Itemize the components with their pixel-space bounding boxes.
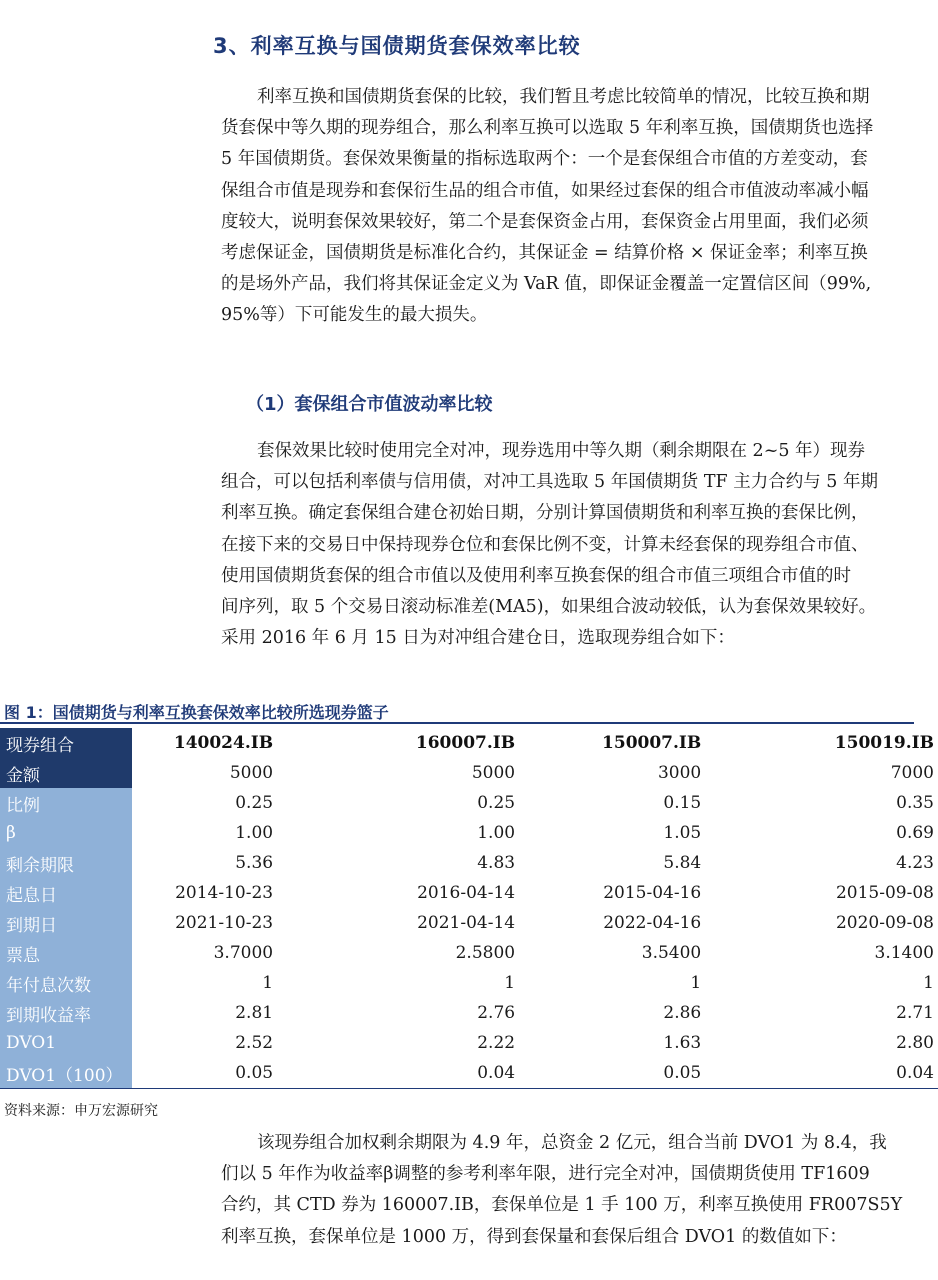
table-column-header: 140024.IB	[173, 733, 274, 753]
table-cell: 2.52	[235, 1033, 274, 1053]
source-note: 资料来源：申万宏源研究	[4, 1103, 158, 1119]
table-column-header: 160007.IB	[415, 733, 516, 753]
table-cell: 2.71	[896, 1003, 934, 1023]
result-paragraph	[221, 1128, 933, 1253]
table-cell: 0.04	[277, 1058, 519, 1089]
row-label: DVO1（100）	[0, 1058, 132, 1089]
paragraph-line: 使用国债期货套保的组合市值以及使用利率互换套保的组合市值三项组合市值的时	[221, 565, 851, 586]
table-cell: 5.84	[663, 853, 702, 873]
row-label: 比例	[0, 788, 132, 818]
table-row	[0, 908, 938, 938]
table-row	[0, 998, 938, 1028]
paragraph-line: 合约，其 CTD 券为 160007.IB，套保单位是 1 手 100 万，利率互换使用 FR007S5Y	[221, 1195, 903, 1216]
row-label: 起息日	[0, 878, 132, 908]
paragraph-line: 该现券组合加权剩余期限为 4.9 年，总资金 2 亿元，组合当前 DVO1 为 8.4，我	[257, 1133, 887, 1153]
table-cell: 2021-04-14	[417, 913, 516, 933]
table-cell: 0.05	[132, 1058, 277, 1089]
table-cell: 1	[690, 973, 702, 993]
bond-basket-table	[0, 728, 938, 1089]
table-cell: 1.63	[663, 1033, 702, 1053]
row-label: 票息	[0, 938, 132, 968]
table-cell: 2015-09-08	[835, 883, 934, 903]
paragraph-line: 95%等）下可能发生的最大损失。	[221, 305, 488, 326]
row-label: β	[0, 818, 132, 848]
table-cell: 1	[262, 973, 274, 993]
table-cell: 1.00	[477, 823, 516, 843]
table-cell: 7000	[890, 763, 934, 783]
method-paragraph	[221, 436, 933, 654]
table-cell: 3.5400	[641, 943, 702, 963]
table-cell: 2014-10-23	[175, 883, 274, 903]
table-cell: 3.1400	[874, 943, 934, 963]
paragraph-line: 组合，可以包括利率债与信用债，对冲工具选取 5 年国债期货 TF 主力合约与 5 年期	[221, 472, 878, 493]
table-cell: 0.25	[477, 793, 516, 813]
caption-rule	[0, 722, 914, 724]
paragraph-line: 们以 5 年作为收益率β调整的参考利率年限，进行完全对冲，国债期货使用 TF1609	[221, 1164, 870, 1185]
table-row	[0, 878, 938, 908]
table-cell: 4.23	[896, 853, 934, 873]
table-cell: 2.76	[477, 1003, 516, 1023]
paragraph-line: 利率互换，套保单位是 1000 万，得到套保量和套保后组合 DVO1 的数值如下：	[221, 1226, 847, 1247]
table-cell: 2015-04-16	[603, 883, 702, 903]
table-cell: 3.7000	[213, 943, 274, 963]
table-header-row	[0, 728, 938, 758]
table-cell: 1.00	[235, 823, 274, 843]
table-cell: 0.05	[519, 1058, 705, 1089]
paragraph-line: 5 年国债期货。套保效果衡量的指标选取两个：一个是套保组合市值的方差变动，套	[221, 149, 868, 170]
intro-paragraph	[221, 82, 933, 332]
subsection-title: （1）套保组合市值波动率比较	[246, 394, 493, 415]
table-cell: 2.80	[896, 1033, 934, 1053]
paragraph-line: 货套保中等久期的现券组合，那么利率互换可以选取 5 年利率互换，国债期货也选择	[221, 118, 874, 139]
paragraph-line: 套保效果比较时使用完全对冲，现券选用中等久期（剩余期限在 2~5 年）现券	[257, 441, 866, 461]
table-row	[0, 968, 938, 998]
table-cell: 2.5800	[455, 943, 516, 963]
row-label: 金额	[0, 758, 132, 788]
table-cell: 1.05	[663, 823, 702, 843]
table-row	[0, 848, 938, 878]
table-cell: 5.36	[235, 853, 274, 873]
paragraph-line: 利率互换和国债期货套保的比较，我们暂且考虑比较简单的情况，比较互换和期	[257, 87, 870, 107]
table-row	[0, 758, 938, 788]
table-cell: 1	[504, 973, 516, 993]
figure-caption: 图 1：国债期货与利率互换套保效率比较所选现券篮子	[4, 703, 389, 722]
table-row	[0, 818, 938, 848]
section-title: 3、利率互换与国债期货套保效率比较	[213, 34, 581, 58]
table-cell: 2020-09-08	[835, 913, 934, 933]
table-cell: 2021-10-23	[175, 913, 274, 933]
table-cell: 2022-04-16	[603, 913, 702, 933]
table-cell: 0.25	[235, 793, 274, 813]
table-cell: 0.69	[896, 823, 934, 843]
table-cell: 5000	[471, 763, 516, 783]
paragraph-line: 的是场外产品，我们将其保证金定义为 VaR 值，即保证金覆盖一定置信区间（99%,	[221, 274, 872, 295]
paragraph-line: 保组合市值是现券和套保衍生品的组合市值，如果经过套保的组合市值波动率减小幅	[221, 180, 869, 201]
table-cell: 0.15	[663, 793, 702, 813]
table-cell: 2.22	[477, 1033, 516, 1053]
table-column-header: 150019.IB	[834, 733, 934, 753]
table-cell: 4.83	[477, 853, 516, 873]
table-row	[0, 788, 938, 818]
table-cell: 2.86	[663, 1003, 702, 1023]
row-label: 到期收益率	[0, 998, 132, 1028]
table-cell: 2016-04-14	[417, 883, 516, 903]
table-column-header: 150007.IB	[602, 733, 702, 753]
table-cell: 1	[923, 973, 934, 993]
table-cell: 0.04	[705, 1058, 938, 1089]
paragraph-line: 间序列，取 5 个交易日滚动标准差(MA5)，如果组合波动较低，认为套保效果较好。	[221, 597, 877, 618]
row-label: DVO1	[0, 1028, 132, 1058]
paragraph-line: 采用 2016 年 6 月 15 日为对冲组合建仓日，选取现券组合如下：	[221, 628, 735, 649]
table-row	[0, 1058, 938, 1089]
row-label: 年付息次数	[0, 968, 132, 998]
table-header-label: 现券组合	[0, 728, 132, 758]
row-label: 剩余期限	[0, 848, 132, 878]
paragraph-line: 在接下来的交易日中保持现券仓位和套保比例不变，计算未经套保的现券组合市值、	[221, 534, 869, 555]
table-cell: 2.81	[235, 1003, 274, 1023]
table-cell: 5000	[229, 763, 274, 783]
paragraph-line: 度较大，说明套保效果较好，第二个是套保资金占用，套保资金占用里面，我们必须	[221, 211, 869, 232]
table-cell: 0.35	[896, 793, 934, 813]
row-label: 到期日	[0, 908, 132, 938]
paragraph-line: 考虑保证金，国债期货是标准化合约，其保证金 = 结算价格 × 保证金率；利率互换	[221, 243, 868, 264]
table-row	[0, 938, 938, 968]
table-cell: 3000	[657, 763, 702, 783]
table-row	[0, 1028, 938, 1058]
paragraph-line: 利率互换。确定套保组合建仓初始日期，分别计算国债期货和利率互换的套保比例，	[221, 503, 869, 524]
